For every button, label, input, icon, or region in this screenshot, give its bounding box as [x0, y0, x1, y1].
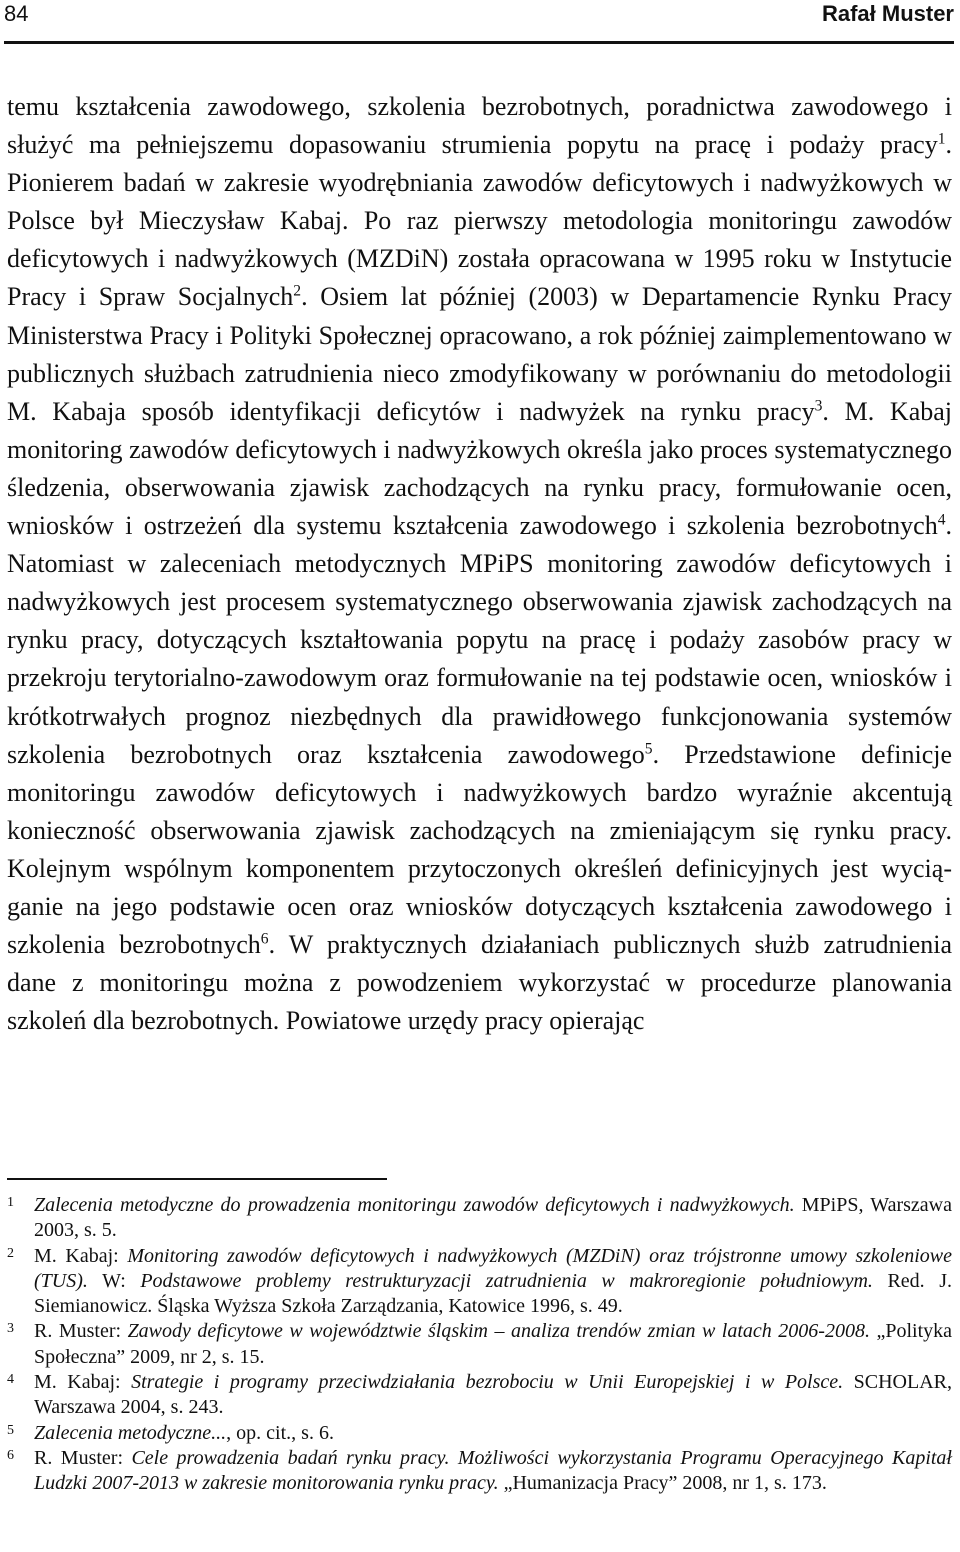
- footnote-item: [7, 1446, 952, 1497]
- footnote-number: 5: [7, 1422, 14, 1438]
- footnote-title: Zalecenia metodyczne do prowadzenia monitoringu zawodów deficytowych i nadwyżkowych.: [34, 1194, 795, 1216]
- body-paragraph: [7, 88, 952, 1040]
- footnote-title: Zawody deficytowe w województwie śląskim – analiza trendów zmian w latach 2006-2008.: [127, 1320, 870, 1343]
- footnote-ref: 3: [814, 397, 823, 415]
- footnote-text: [34, 1320, 952, 1367]
- footnote-citation: MPiPS, Warszawa 2003, s. 5.: [34, 1194, 952, 1242]
- footnote-author: M. Kabaj:: [34, 1244, 128, 1267]
- body-text-segment: . W praktycznych działaniach publicznych służb zatrudnienia dane z monitoringu można z powodzeniem wykorzystać w procedurze planowania szkoleń dla bezrobotnych. Powiatowe urzędy pracy opierając: [7, 930, 953, 1036]
- footnote-ref: 6: [260, 930, 269, 948]
- footnotes-list: [7, 1193, 952, 1497]
- footnote-citation: W:: [87, 1269, 141, 1292]
- footnote-ref: 5: [644, 739, 653, 757]
- footnote-text: [34, 1371, 952, 1418]
- footnote-text: [34, 1422, 334, 1444]
- footnote-title: Cele prowadzenia badań rynku pracy. Możliwości wykorzystania Programu Operacyjnego Kapitał Ludzki 2007-2013 w zakresie monitorowania rynku pracy.: [34, 1446, 952, 1495]
- footnote-number: 1: [7, 1195, 14, 1210]
- footnote-ref: 2: [293, 282, 302, 300]
- footnote-title: Zalecenia metodyczne...: [34, 1421, 227, 1444]
- footnote-number: 2: [7, 1245, 14, 1261]
- footnote-author: R. Muster:: [34, 1446, 132, 1469]
- footnote-ref: 1: [937, 130, 946, 148]
- footnote-item: [7, 1319, 952, 1370]
- body-text-segment: . Natomiast w zaleceniach metodycznych MPiPS monitoring zawodów deficytowych i nadwyżkowych jest procesem systematycznego obserwowania zjawisk zachodzących na rynku pracy, dotyczących kształtowania popytu na pracę i podaży zasobów pracy w przekroju terytorialno-zawodowym oraz formułowanie na tej podstawie ocen, wniosków i krótkotrwałych prognoz niezbędnych dla prawidłowego funkcjonowania systemów szkolenia bezrobotnych oraz kształcenia zawodowego: [7, 511, 952, 769]
- footnote-ref: 4: [937, 511, 946, 529]
- footnote-title: Strategie i programy przeciwdziałania bezrobociu w Unii Europejskiej i w Polsce.: [131, 1371, 844, 1394]
- footnote-item: [7, 1370, 952, 1421]
- footnote-text: [34, 1245, 952, 1318]
- body-text-segment: . Przedstawione definicje monitoringu zawodów deficytowych i nadwyżkowych bardzo wyraźnie akcentują konieczność obserwowania zjawisk zachodzących na zmieniającym się rynku pracy. Kolejnym wspólnym komponentem przytoczonych określeń definicyjnych jest wyciąganie na jego podstawie ocen oraz wniosków dotyczących kształcenia zawodowego i szkolenia bezrobotnych: [7, 739, 952, 960]
- footnote-author: M. Kabaj:: [34, 1371, 132, 1394]
- footnote-citation: , op. cit., s. 6.: [226, 1421, 334, 1444]
- footnote-title: Monitoring zawodów deficytowych i nadwyżkowych (MZDiN) oraz trójstronne umowy szkoleniowe (TUS).: [34, 1244, 952, 1292]
- footnote-citation: „Polityka Społeczna” 2009, nr 2, s. 15.: [34, 1320, 952, 1368]
- footnote-author: R. Muster:: [34, 1320, 128, 1343]
- page-number: 84: [4, 1, 29, 26]
- footnote-number: 6: [7, 1447, 14, 1463]
- footnote-text: [34, 1194, 952, 1241]
- body-text-segment: . M. Kabaj monitoring zawodów deficytowych i nadwyżkowych określa jako proces systematycznego śledzenia, obserwowania zjawisk zachodzących na rynku pracy, formułowanie ocen, wniosków i ostrzeżeń dla systemu kształcenia zawodowego i szkolenia bezrobotnych: [7, 396, 953, 541]
- page-header: [4, 0, 954, 30]
- header-divider: [4, 41, 954, 44]
- footnote-item: [7, 1193, 952, 1244]
- footnote-divider: [7, 1178, 387, 1180]
- footnote-citation: Red. J. Siemianowicz. Śląska Wyższa Szkoła Zarządzania, Katowice 1996, s. 49.: [34, 1269, 952, 1318]
- footnote-text: [34, 1447, 952, 1494]
- body-text-segment: temu kształcenia zawodowego, szkolenia bezrobotnych, poradnictwa zawodowego i służyć ma pełniejszemu dopasowaniu strumienia popytu na pracę i podaży pracy: [7, 92, 952, 160]
- footnote-number: 4: [7, 1372, 14, 1388]
- footnote-citation: „Humanizacja Pracy” 2008, nr 1, s. 173.: [498, 1472, 827, 1495]
- running-head-author: Rafał Muster: [821, 1, 954, 26]
- footnote-title: Podstawowe problemy restrukturyzacji zatrudnienia w makroregionie południowym.: [140, 1269, 873, 1292]
- footnote-item: [7, 1244, 952, 1320]
- body-text-segment: . Osiem lat później (2003) w Departamencie Rynku Pracy Ministerstwa Pracy i Polityki Społecznej opracowano, a rok później zaimplementowano w publicznych służbach zatrudnienia nieco zmodyfikowany w porównaniu do metodologii M. Kabaja sposób identyfikacji deficytów i nadwyżek na rynku pracy: [7, 282, 952, 426]
- footnote-number: 3: [7, 1321, 14, 1337]
- footnote-item: [7, 1421, 952, 1446]
- body-text-segment: . Pionierem badań w zakresie wyodrębniania zawodów deficytowych i nadwyżkowych w Polsce był Mieczysław Kabaj. Po raz pierwszy metodologia monitoringu zawodów deficytowych i nadwyżkowych (MZDiN) została opracowana w 1995 roku w Instytucie Pracy i Spraw Socjalnych: [7, 130, 952, 312]
- footnote-citation: SCHOLAR, Warszawa 2004, s. 243.: [34, 1371, 952, 1419]
